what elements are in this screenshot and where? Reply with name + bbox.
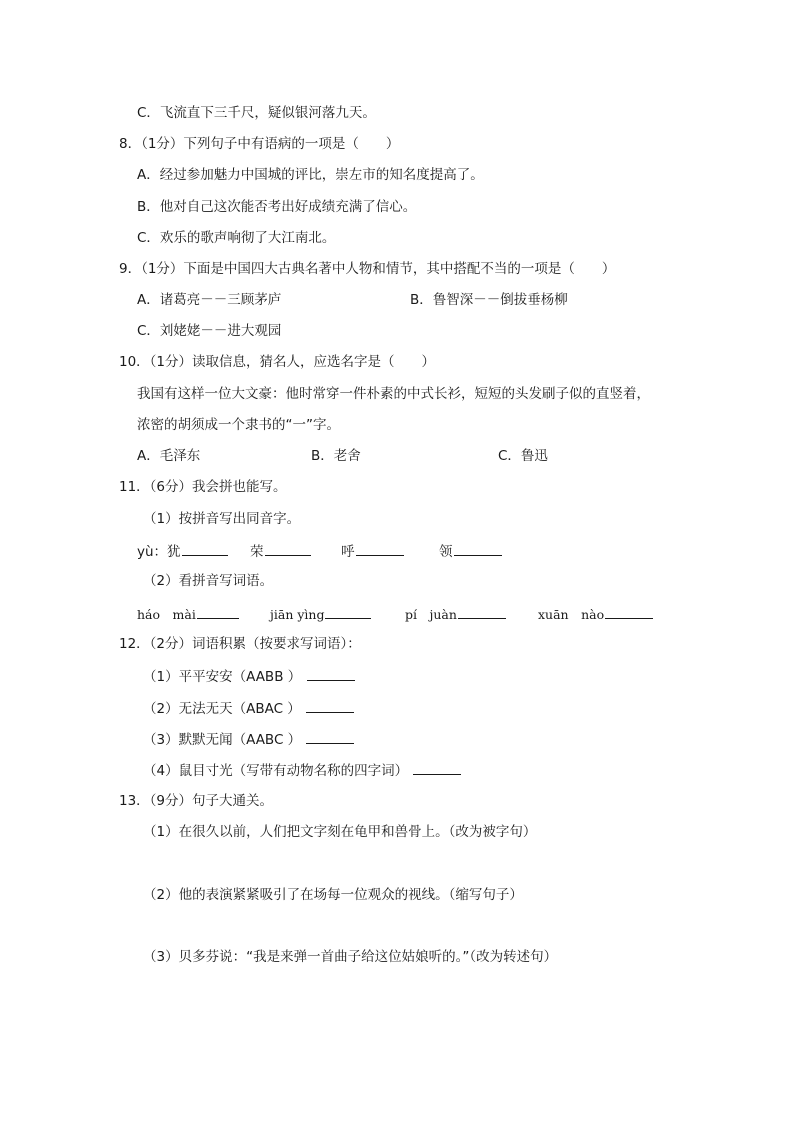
q10-option-a: A．毛泽东	[137, 448, 201, 464]
q10-stem: 10．（1分）读取信息，猜名人，应选名字是（ ）	[119, 354, 436, 370]
q13-sub3: （3）贝多芬说：“我是来弹一首曲子给这位姑娘听的。”（改为转述句）	[143, 949, 558, 965]
q12-sub4: （4）鼠目寸光（写带有动物名称的四字词）	[143, 760, 461, 780]
q10-passage-line2: 浓密的胡须成一个隶书的“一”字。	[137, 417, 340, 433]
answer-blank[interactable]	[605, 604, 653, 619]
q8-stem: 8．（1分）下列句子中有语病的一项是（ ）	[119, 136, 400, 152]
q11-sub1: （1）按拼音写出同音字。	[143, 511, 301, 527]
answer-blank[interactable]	[325, 604, 371, 619]
q13-sub2: （2）他的表演紧紧吸引了在场每一位观众的视线。（缩写句子）	[143, 887, 523, 903]
q9-option-b: B．鲁智深－－倒拔垂杨柳	[410, 292, 568, 308]
q11-yu-item1: yù：犹	[137, 541, 228, 561]
answer-blank[interactable]	[458, 604, 506, 619]
q12-sub1: （1）平平安安（AABB ）	[143, 666, 355, 686]
answer-blank[interactable]	[413, 760, 461, 775]
answer-blank[interactable]	[307, 666, 355, 681]
answer-blank[interactable]	[306, 729, 354, 744]
answer-blank[interactable]	[265, 541, 311, 556]
q10-option-b: B．老舍	[311, 448, 361, 464]
q11-stem: 11．（6分）我会拼也能写。	[119, 479, 287, 495]
q11-yu-item2: 荣	[250, 541, 311, 561]
q11-yu-item4: 领	[439, 541, 502, 561]
q11-sub2: （2）看拼音写词语。	[143, 573, 274, 589]
answer-blank[interactable]	[306, 698, 354, 713]
q8-option-a: A．经过参加魅力中国城的评比，崇左市的知名度提高了。	[137, 167, 484, 183]
q11-pinyin-item1: háo mài	[137, 604, 239, 624]
q11-pinyin-item4: xuān nào	[538, 604, 653, 624]
q13-stem: 13．（9分）句子大通关。	[119, 793, 274, 809]
answer-blank[interactable]	[182, 541, 228, 556]
q8-option-c: C．欢乐的歌声响彻了大江南北。	[137, 230, 336, 246]
q10-option-c: C．鲁迅	[498, 448, 548, 464]
q9-option-a: A．诸葛亮－－三顾茅庐	[137, 292, 282, 308]
q9-option-c: C．刘姥姥－－进大观园	[137, 323, 282, 339]
q7-option-c: C．飞流直下三千尺，疑似银河落九天。	[137, 105, 376, 121]
q12-sub3: （3）默默无闻（AABC ）	[143, 729, 354, 749]
q11-pinyin-item3: pí juàn	[405, 604, 506, 624]
answer-blank[interactable]	[356, 541, 404, 556]
answer-blank[interactable]	[454, 541, 502, 556]
answer-blank[interactable]	[197, 604, 239, 619]
q13-sub1: （1）在很久以前，人们把文字刻在龟甲和兽骨上。（改为被字句）	[143, 824, 537, 840]
q8-option-b: B．他对自己这次能否考出好成绩充满了信心。	[137, 199, 417, 215]
q12-stem: 12．（2分）词语积累（按要求写词语）：	[119, 636, 361, 652]
q12-sub2: （2）无法无天（ABAC ）	[143, 698, 354, 718]
q11-pinyin-item2: jiān yìng	[270, 604, 371, 624]
q10-passage-line1: 我国有这样一位大文豪：他时常穿一件朴素的中式长衫，短短的头发刷子似的直竖着，	[137, 386, 650, 402]
q11-yu-item3: 呼	[341, 541, 404, 561]
q9-stem: 9．（1分）下面是中国四大古典名著中人物和情节，其中搭配不当的一项是（ ）	[119, 261, 616, 277]
